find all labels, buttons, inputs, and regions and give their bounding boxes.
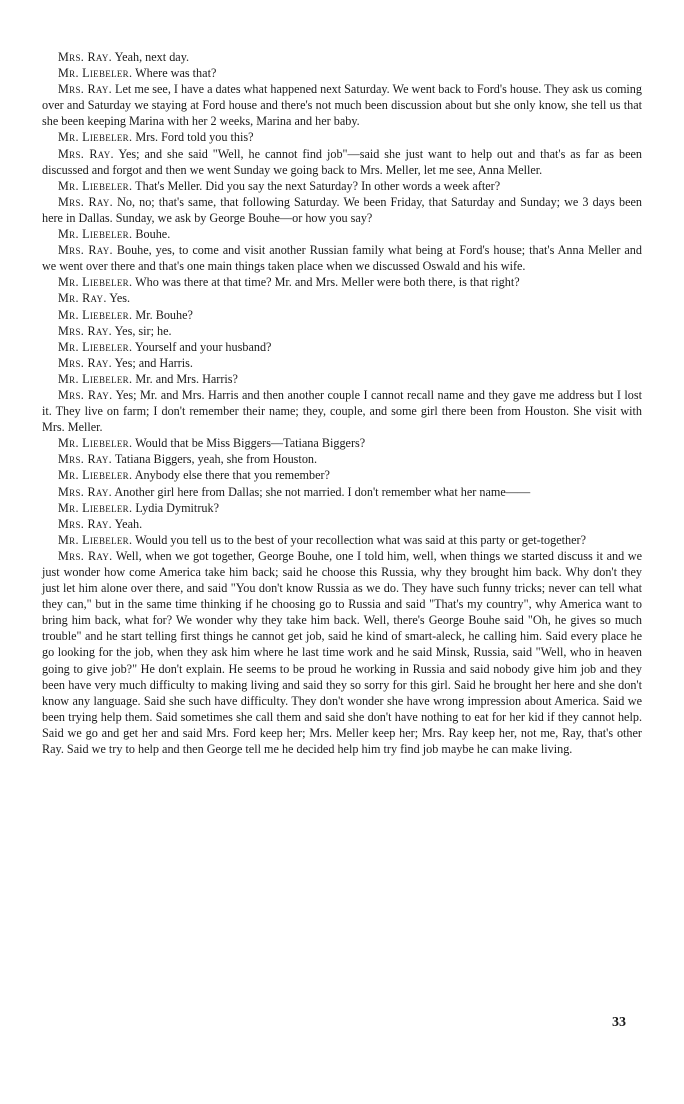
speech-text: Yes.	[106, 291, 131, 306]
speaker-name: Mrs. Ray.	[58, 452, 112, 467]
testimony-paragraph	[42, 323, 642, 339]
speech-text: Well, when we got together, George Bouhe, one I told him, well, when things we started discuss it and we just wonder how come America take him back; said he choose this Russia, why they brought him back. Why don't they just let him alone over there, and said "You don't know Russia as we do. They have such funny tricks; never can tell what they can," but in the same time thinking if he choosing go to Russia and said "That's my country", why America want to bring him back, what for? We wonder why they take him back. Well, there's George Bouhe said "Oh, he gives so much trouble" and he start telling first things he cannot get job, said he kind of smart-aleck, he calling him. Said every place he go looking for the job, when they ask him where he last time work and he said Minsk, Russia, said "Well, who in heaven going to give job?" He don't explain. He seems to be proud he working in Russia and said nobody give him job and they been have very much difficulty to making living and said they so sorry for this girl. Said he brought her here and she don't know any language. Said she such have difficulty. They don't wonder she have wrong impression about America. Said we been trying help them. Said sometimes she call them and said she don't have nothing to eat for her kid if they cannot help. Said we go and get her and said Mrs. Ford keep her; Mrs. Meller keep her; Mrs. Ray keep her, not me, Ray, that's other Ray. Said we try to help and then George tell me he decided help him try find job maybe he can make living.	[42, 548, 642, 757]
speech-text: Would that be Miss Biggers—Tatiana Biggers?	[132, 436, 366, 451]
speaker-name: Mrs. Ray.	[58, 243, 113, 258]
testimony-paragraph	[42, 355, 642, 371]
speaker-name: Mr. Liebeler.	[58, 307, 133, 322]
speech-text: Yes; and she said "Well, he cannot find job"—said she just want to help out and that's as far as been discussed and forgot and then we went Sunday we going back to Mrs. Meller, let me see, Anna Meller.	[42, 146, 642, 177]
speaker-name: Mrs. Ray.	[58, 548, 113, 563]
testimony-paragraph	[42, 194, 642, 226]
speech-text: Yeah.	[112, 516, 143, 531]
testimony-paragraph	[42, 65, 642, 81]
testimony-paragraph	[42, 129, 642, 145]
speech-text: Mr. Bouhe?	[132, 307, 193, 322]
testimony-paragraph	[42, 146, 642, 178]
speaker-name: Mrs. Ray.	[58, 355, 112, 370]
testimony-paragraph	[42, 484, 642, 500]
testimony-paragraph	[42, 548, 642, 757]
testimony-text	[42, 49, 642, 757]
speaker-name: Mr. Liebeler.	[58, 532, 133, 547]
speaker-name: Mr. Liebeler.	[58, 275, 133, 290]
speech-text: Where was that?	[132, 66, 217, 81]
testimony-paragraph	[42, 274, 642, 290]
speaker-name: Mr. Liebeler.	[58, 468, 133, 483]
testimony-paragraph	[42, 81, 642, 129]
speaker-name: Mrs. Ray.	[58, 323, 112, 338]
speech-text: Anybody else there that you remember?	[132, 468, 330, 483]
speaker-name: Mrs. Ray.	[58, 484, 112, 499]
speaker-name: Mrs. Ray.	[58, 516, 112, 531]
speaker-name: Mr. Ray.	[58, 291, 107, 306]
testimony-paragraph	[42, 371, 642, 387]
speech-text: Mr. and Mrs. Harris?	[132, 371, 238, 386]
testimony-paragraph	[42, 49, 642, 65]
speaker-name: Mrs. Ray.	[58, 194, 114, 209]
speaker-name: Mrs. Ray.	[58, 387, 113, 402]
testimony-paragraph	[42, 339, 642, 355]
speaker-name: Mr. Liebeler.	[58, 436, 133, 451]
speech-text: Yes; and Harris.	[112, 355, 193, 370]
speech-text: Let me see, I have a dates what happened next Saturday. We went back to Ford's house. They ask us coming over and Saturday we staying at Ford house and there's not much been discussion about but she only know, she tell us that she been keeping Marina with her 2 weeks, Marina and her baby.	[42, 82, 642, 129]
testimony-paragraph	[42, 242, 642, 274]
speaker-name: Mr. Liebeler.	[58, 130, 133, 145]
speaker-name: Mrs. Ray.	[58, 82, 112, 97]
speech-text: Tatiana Biggers, yeah, she from Houston.	[112, 452, 318, 467]
speaker-name: Mrs. Ray.	[58, 50, 112, 64]
speaker-name: Mr. Liebeler.	[58, 227, 133, 242]
testimony-paragraph	[42, 178, 642, 194]
testimony-paragraph	[42, 467, 642, 483]
speaker-name: Mr. Liebeler.	[58, 500, 133, 515]
speaker-name: Mr. Liebeler.	[58, 178, 133, 193]
speech-text: Yourself and your husband?	[132, 339, 272, 354]
speaker-name: Mr. Liebeler.	[58, 66, 133, 81]
speech-text: Lydia Dymitruk?	[132, 500, 219, 515]
testimony-paragraph	[42, 500, 642, 516]
speaker-name: Mr. Liebeler.	[58, 339, 133, 354]
testimony-paragraph	[42, 532, 642, 548]
speech-text: That's Meller. Did you say the next Saturday? In other words a week after?	[132, 178, 501, 193]
testimony-paragraph	[42, 516, 642, 532]
testimony-paragraph	[42, 451, 642, 467]
speech-text: Yes; Mr. and Mrs. Harris and then another couple I cannot recall name and they gave me address but I lost it. They live on farm; I don't remember their name; they, couple, and some girl there been from Houston. She visit with Mrs. Meller.	[42, 387, 642, 435]
speaker-name: Mrs. Ray.	[58, 146, 114, 161]
speech-text: Yeah, next day.	[112, 50, 190, 64]
testimony-paragraph	[42, 226, 642, 242]
speech-text: Would you tell us to the best of your recollection what was said at this party or get-together?	[132, 532, 587, 547]
speech-text: Bouhe.	[132, 227, 171, 242]
page-number: 33	[612, 1015, 626, 1030]
testimony-paragraph	[42, 307, 642, 323]
speech-text: Bouhe, yes, to come and visit another Russian family what being at Ford's house; that's Anna Meller and we went over there and that's one main things taken place when we discussed Oswald and his wife.	[42, 243, 642, 274]
speech-text: Yes, sir; he.	[112, 323, 172, 338]
testimony-paragraph	[42, 435, 642, 451]
testimony-paragraph	[42, 290, 642, 306]
speech-text: Mrs. Ford told you this?	[132, 130, 254, 145]
speech-text: No, no; that's same, that following Saturday. We been Friday, that Saturday and Sunday; we 3 days been here in Dallas. Sunday, we ask by George Bouhe—or how you say?	[42, 194, 642, 225]
testimony-paragraph	[42, 387, 642, 435]
speaker-name: Mr. Liebeler.	[58, 371, 133, 386]
speech-text: Who was there at that time? Mr. and Mrs. Meller were both there, is that right?	[132, 275, 520, 290]
speech-text: Another girl here from Dallas; she not married. I don't remember what her name——	[112, 484, 531, 499]
